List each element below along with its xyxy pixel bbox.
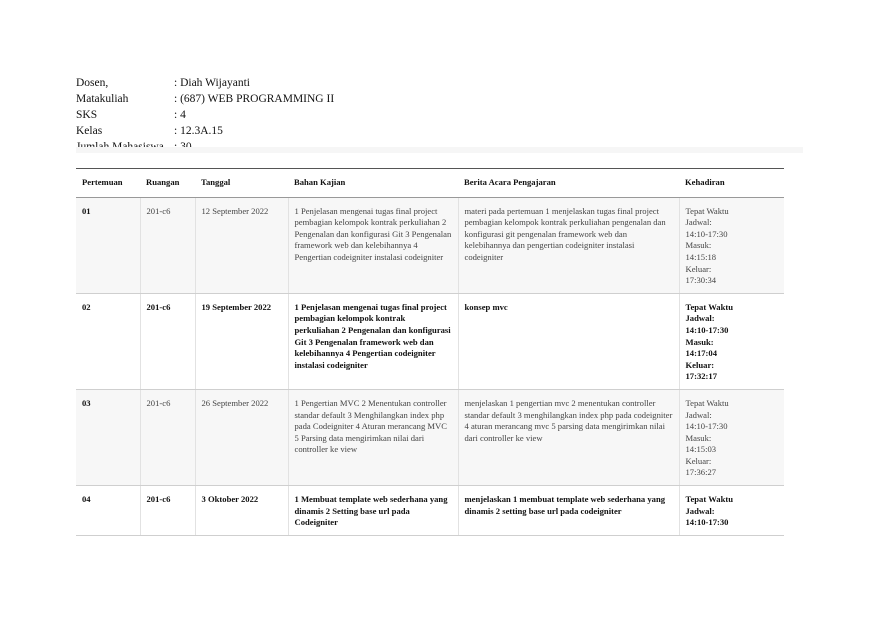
header-value: : (687) WEB PROGRAMMING II xyxy=(174,93,335,105)
header-label: SKS xyxy=(76,109,98,121)
cell-kehadiran xyxy=(679,486,784,536)
cell-ruangan: 201-c6 xyxy=(140,293,195,389)
header-label: Matakuliah xyxy=(76,93,129,105)
kehadiran-line: 14:15:18 xyxy=(685,251,717,262)
kehadiran-status: Tepat Waktu xyxy=(685,397,729,408)
column-header-bahan-kajian: Bahan Kajian xyxy=(288,169,458,198)
column-header-berita-acara: Berita Acara Pengajaran xyxy=(458,169,679,198)
header-value: : Diah Wijayanti xyxy=(174,77,250,89)
attendance-table xyxy=(76,168,784,536)
cell-pertemuan: 02 xyxy=(76,293,140,389)
document-header xyxy=(76,75,334,155)
table-row xyxy=(76,293,784,389)
kehadiran-status: Tepat Waktu xyxy=(685,205,729,216)
kehadiran-line: 17:32:17 xyxy=(685,371,718,382)
cell-berita-acara: menjelaskan 1 membuat template web sederhana yang dinamis 2 setting base url pada codeigniter xyxy=(458,486,679,536)
table-row xyxy=(76,486,784,536)
header-value: : 4 xyxy=(174,109,186,121)
table-row xyxy=(76,197,784,293)
kehadiran-status: Tepat Waktu xyxy=(685,301,734,312)
cell-kehadiran xyxy=(679,293,784,389)
header-label: Kelas xyxy=(76,125,103,137)
cell-ruangan: 201-c6 xyxy=(140,197,195,293)
kehadiran-line: Keluar: xyxy=(685,359,715,370)
table-header-row xyxy=(76,169,784,198)
cell-tanggal: 3 Oktober 2022 xyxy=(195,486,288,536)
header-row-matakuliah xyxy=(76,91,334,107)
table-row xyxy=(76,389,784,485)
kehadiran-line: Masuk: xyxy=(685,336,714,347)
header-divider xyxy=(76,147,803,153)
header-row-kelas xyxy=(76,123,334,139)
kehadiran-line: 14:10-17:30 xyxy=(685,517,729,528)
cell-ruangan: 201-c6 xyxy=(140,389,195,485)
cell-pertemuan: 03 xyxy=(76,389,140,485)
kehadiran-line: Keluar: xyxy=(685,263,712,274)
cell-tanggal: 26 September 2022 xyxy=(195,389,288,485)
cell-bahan-kajian: 1 Penjelasan mengenai tugas final project pembagian kelompok kontrak perkuliahan 2 Pengenalan dan konfigurasi Git 3 Pengenalan framework web dan kelebihannya 4 Pengertian codeigniter instalasi codeigniter xyxy=(288,293,458,389)
header-value: : 12.3A.15 xyxy=(174,125,223,137)
kehadiran-line: 17:36:27 xyxy=(685,467,717,478)
kehadiran-line: Jadwal: xyxy=(685,409,712,420)
header-label: Dosen, xyxy=(76,77,109,89)
kehadiran-line: Jadwal: xyxy=(685,313,715,324)
header-row-sks xyxy=(76,107,334,123)
kehadiran-line: 14:15:03 xyxy=(685,444,717,455)
kehadiran-status: Tepat Waktu xyxy=(685,494,734,505)
cell-ruangan: 201-c6 xyxy=(140,486,195,536)
kehadiran-line: 14:10-17:30 xyxy=(685,421,728,432)
kehadiran-line: Keluar: xyxy=(685,455,712,466)
kehadiran-line: Masuk: xyxy=(685,432,712,443)
cell-kehadiran xyxy=(679,197,784,293)
kehadiran-line: 17:30:34 xyxy=(685,275,717,286)
kehadiran-line: Jadwal: xyxy=(685,505,715,516)
kehadiran-line: 14:10-17:30 xyxy=(685,228,728,239)
cell-tanggal: 12 September 2022 xyxy=(195,197,288,293)
cell-pertemuan: 01 xyxy=(76,197,140,293)
kehadiran-line: Jadwal: xyxy=(685,217,712,228)
cell-kehadiran xyxy=(679,389,784,485)
cell-pertemuan: 04 xyxy=(76,486,140,536)
cell-berita-acara: materi pada pertemuan 1 menjelaskan tugas final project pembagian kelompok kontrak perkuliahan pengenalan dan konfigurasi git pengenalan framework web dan kelebihannya dan pengertian codeigniter instalasi codeigniter xyxy=(458,197,679,293)
cell-tanggal: 19 September 2022 xyxy=(195,293,288,389)
column-header-tanggal: Tanggal xyxy=(195,169,288,198)
cell-berita-acara: menjelaskan 1 pengertian mvc 2 menentukan controller standar default 3 menghilangkan index php pada codeigniter 4 aturan merancang mvc 5 parsing data mengirimkan nilai dari controller ke view xyxy=(458,389,679,485)
kehadiran-line: 14:17:04 xyxy=(685,348,718,359)
cell-bahan-kajian: 1 Penjelasan mengenai tugas final project pembagian kelompok kontrak perkuliahan 2 Pengenalan dan konfigurasi Git 3 Pengenalan framework web dan kelebihannya 4 Pengertian codeigniter instalasi codeigniter xyxy=(288,197,458,293)
cell-bahan-kajian: 1 Membuat template web sederhana yang dinamis 2 Setting base url pada Codeigniter xyxy=(288,486,458,536)
header-row-dosen xyxy=(76,75,334,91)
cell-berita-acara: konsep mvc xyxy=(458,293,679,389)
kehadiran-line: Masuk: xyxy=(685,240,712,251)
kehadiran-line: 14:10-17:30 xyxy=(685,324,729,335)
column-header-pertemuan: Pertemuan xyxy=(76,169,140,198)
cell-bahan-kajian: 1 Pengertian MVC 2 Menentukan controller standar default 3 Menghilangkan index php pada Codeigniter 4 Aturan merancang MVC 5 Parsing data mengirimkan nilai dari controller ke view xyxy=(288,389,458,485)
column-header-ruangan: Ruangan xyxy=(140,169,195,198)
column-header-kehadiran: Kehadiran xyxy=(679,169,784,198)
